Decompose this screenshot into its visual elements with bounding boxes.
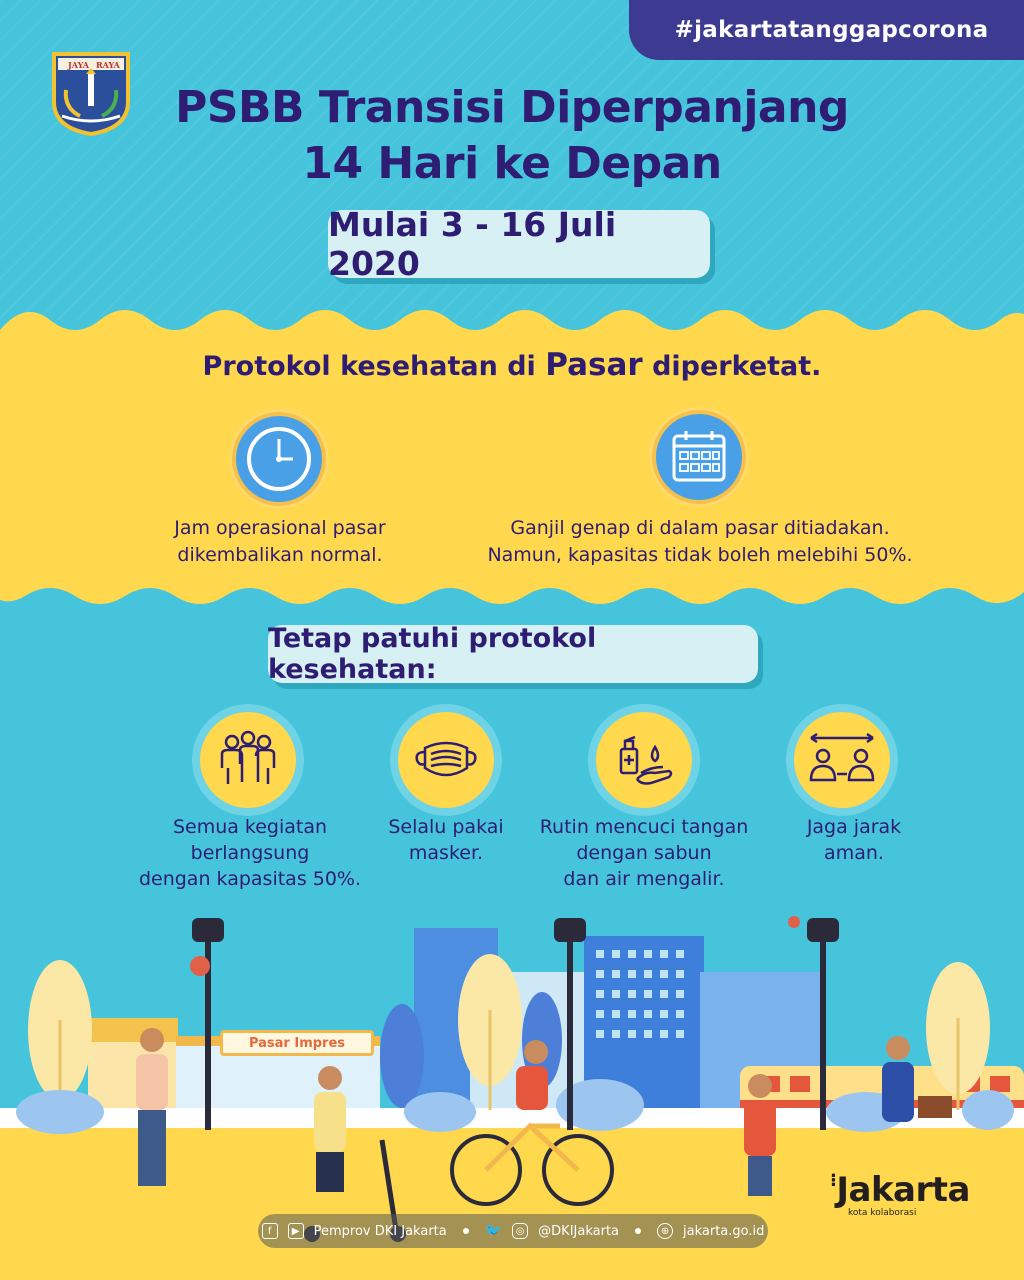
protocol-item-distance-line2: aman.: [824, 842, 884, 864]
twitter-icon[interactable]: 🐦: [484, 1223, 503, 1239]
heading-suffix: diperketat.: [642, 351, 822, 382]
protocol-item-handwash: [524, 814, 764, 892]
footer-facebook-youtube[interactable]: Pemprov DKI Jakarta: [313, 1223, 447, 1239]
market-item-odd-even-line1: Ganjil genap di dalam pasar ditiadakan.: [510, 517, 890, 539]
footer-website[interactable]: jakarta.go.id: [683, 1223, 765, 1239]
heading-prefix: Protokol kesehatan di: [202, 351, 546, 382]
facebook-icon[interactable]: f: [262, 1223, 278, 1239]
hashtag-tab[interactable]: #jakartatanggapcorona: [629, 0, 1024, 60]
jakarta-logo-mark-icon: ⁝: [830, 1170, 837, 1191]
social-footer: [258, 1214, 768, 1248]
svg-text:JAYA: JAYA: [68, 60, 89, 70]
market-section-heading: [0, 347, 1024, 383]
separator-dot: [635, 1228, 641, 1234]
calendar-icon: [652, 410, 746, 504]
heading-emphasis: Pasar: [545, 347, 643, 383]
title-line-1: PSBB Transisi Diperpanjang: [175, 82, 849, 133]
page-title: [0, 80, 1024, 192]
title-line-2: 14 Hari ke Depan: [302, 138, 722, 189]
mask-icon: [398, 712, 494, 808]
protocol-item-handwash-line1: Rutin mencuci tangan: [539, 816, 749, 838]
date-range-badge: Mulai 3 - 16 Juli 2020: [328, 210, 710, 278]
protocol-item-capacity-line3: dengan kapasitas 50%.: [138, 868, 362, 890]
jakarta-wordmark-text: Jakarta: [836, 1170, 970, 1210]
jakarta-tagline: kota kolaborasi: [848, 1208, 917, 1218]
jakarta-wordmark: [830, 1170, 970, 1210]
clock-icon: [232, 412, 326, 506]
protocol-item-handwash-line3: dan air mengalir.: [563, 868, 725, 890]
protocol-item-mask-line2: masker.: [408, 842, 484, 864]
protocol-item-distance-line1: Jaga jarak: [806, 816, 902, 838]
distance-icon: [794, 712, 890, 808]
market-sign: Pasar Impres: [220, 1030, 374, 1056]
market-item-odd-even-line2: Namun, kapasitas tidak boleh melebihi 50%.: [487, 544, 913, 566]
market-item-hours-line1: Jam operasional pasar: [174, 517, 386, 539]
jakarta-logo: [830, 1170, 970, 1218]
globe-icon[interactable]: ⊕: [657, 1223, 673, 1239]
separator-dot: [463, 1228, 469, 1234]
protocol-item-distance: [734, 814, 974, 866]
market-item-hours: [130, 515, 430, 569]
protocol-item-capacity-line1: Semua kegiatan: [172, 816, 328, 838]
crowd-icon: [200, 712, 296, 808]
protocol-section-heading: Tetap patuhi protokol kesehatan:: [268, 625, 758, 683]
youtube-icon[interactable]: ▶: [288, 1223, 304, 1239]
protocol-item-mask-line1: Selalu pakai: [388, 816, 504, 838]
svg-text:RAYA: RAYA: [96, 60, 120, 70]
protocol-item-handwash-line2: dengan sabun: [576, 842, 712, 864]
footer-twitter-instagram[interactable]: @DKIJakarta: [538, 1223, 620, 1239]
market-item-hours-line2: dikembalikan normal.: [177, 544, 383, 566]
protocol-item-capacity-line2: berlangsung: [190, 842, 310, 864]
handwash-icon: [596, 712, 692, 808]
market-item-odd-even: [470, 515, 930, 569]
instagram-icon[interactable]: ◎: [512, 1223, 528, 1239]
